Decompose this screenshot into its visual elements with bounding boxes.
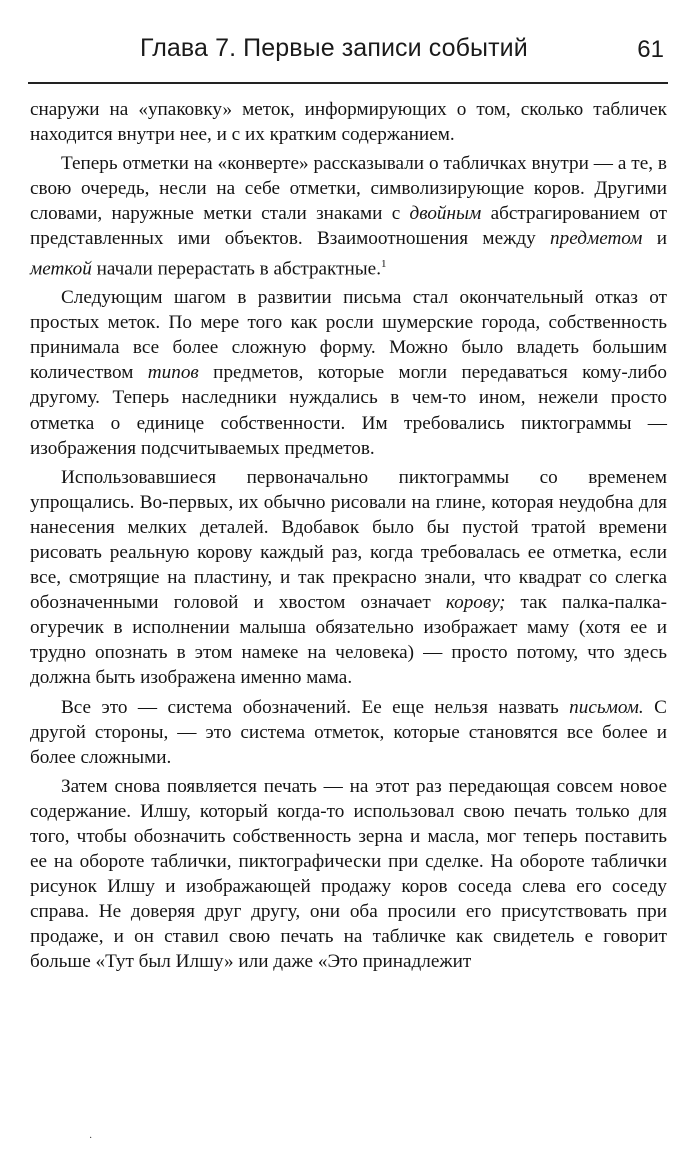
paragraph	[30, 465, 667, 691]
text-run: С другой стороны, — это система отметок, которые становятся все более и более сложными.	[30, 696, 667, 768]
text-run: Следующим шагом в развитии письма стал окончательный отказ от простых меток. По мере того как росли шумерские города, собственность принимала все более сложную форму. Можно было владеть большим количеством	[30, 287, 667, 384]
text-run: Все это — система обозначений. Ее еще нельзя назвать	[61, 696, 570, 718]
text-run: предметов, которые могли передаваться кому-либо другому. Теперь наследники нуждались в чем-то ином, нежели просто отметка о единице собственности. Им требовались пиктограммы — изображения подсчитываемых предметов.	[30, 362, 667, 459]
emphasis: двойным	[409, 203, 482, 225]
footer-mark: ·	[89, 1133, 93, 1144]
paragraph	[30, 151, 667, 281]
text-run: начали перерастать в абстрактные.	[91, 257, 381, 279]
text-run: снаружи на «упаковку» меток, информирующих о том, сколько табличек находится внутри нее, и с их кратким содержанием.	[30, 99, 667, 146]
page-number: 61	[637, 36, 664, 63]
paragraph	[30, 285, 667, 461]
text-run: Затем снова появляется печать — на этот раз передающая совсем новое содержание. Илшу, который когда-то использовал свою печать только для того, чтобы обозначить собственность зерна и масла, мог теперь поставить ее на обороте таблички, пиктографически при сделке. На обороте таблички рисунок Илшу и изображающей продажу коров соседа слева его соседу справа. Не доверяя друг другу, они оба просили его присутствовать при продаже, и он ставил свою печать на табличке как свидетель е говорит больше «Тут был Илшу» или даже «Это принадлежит	[30, 775, 667, 973]
paragraph	[30, 774, 667, 975]
text-run: Использовавшиеся первоначально пиктограммы со временем упрощались. Во-первых, их обычно рисовали на глине, которая неудобна для нанесения мелких деталей. Вдобавок было бы пустой тратой времени рисовать реальную корову каждый раз, когда требовалась ее отметка, если все, смотрящие на пластину, и так прекрасно знали, что квадрат со слегка обозначенными головой и хвостом означает	[30, 466, 667, 614]
emphasis: предметом	[550, 228, 643, 250]
footnote-ref: 1	[381, 257, 387, 270]
chapter-title: Глава 7. Первые записи событий	[140, 34, 528, 62]
page-header	[28, 32, 668, 84]
emphasis: меткой	[30, 257, 92, 279]
emphasis: письмом.	[569, 696, 644, 718]
paragraph	[30, 695, 667, 770]
emphasis: типов	[147, 362, 199, 384]
text-run: Теперь отметки на «конверте» рассказывали о табличках внутри — а те, в свою очередь, несли на себе отметки, символизирующие коров. Другими словами, наружные метки стали знаками с	[30, 153, 667, 225]
text-run: и	[642, 228, 667, 250]
text-run: абстрагированием от представленных ими объектов. Взаимоотношения между	[30, 203, 667, 250]
paragraph	[30, 97, 667, 147]
body-text	[30, 97, 667, 975]
text-run: так палка-палка-огуречик в исполнении малыша обязательно изображает маму (хотя ее и трудно опознать в этом намеке на человека) — просто потому, что здесь должна быть изображена именно мама.	[30, 592, 667, 689]
emphasis: корову;	[445, 592, 506, 614]
